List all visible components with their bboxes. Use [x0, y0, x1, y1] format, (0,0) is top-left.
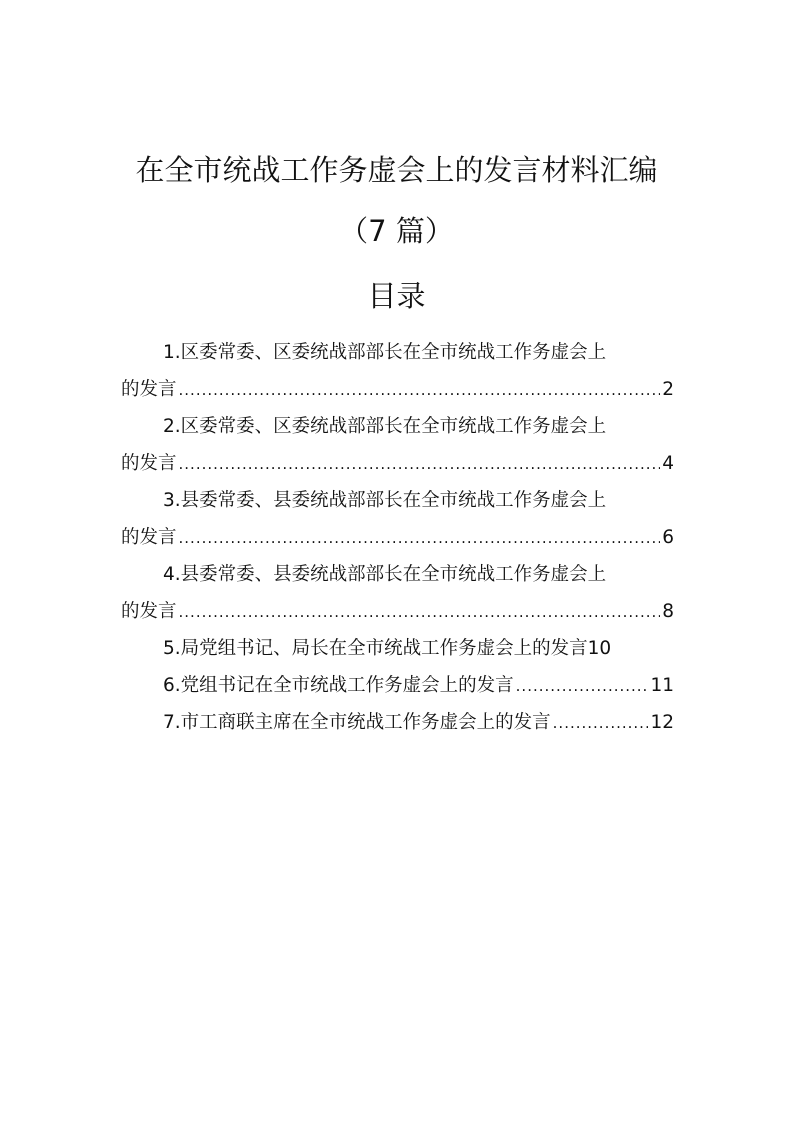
toc-page-number: 12: [650, 712, 674, 733]
toc-entry[interactable]: [121, 704, 674, 741]
dot-leader: [179, 446, 661, 483]
document-subtitle: （7 篇）: [339, 214, 454, 248]
toc-page-number: 4: [662, 453, 674, 474]
dot-leader: [179, 594, 661, 631]
toc-entry-title: 4.县委常委、县委统战部部长在全市统战工作务虚会上: [163, 564, 607, 585]
toc-entry-title: 1.区委常委、区委统战部部长在全市统战工作务虚会上: [163, 342, 607, 363]
dot-leader: [516, 668, 649, 705]
toc-entry[interactable]: [121, 556, 674, 630]
toc-entry[interactable]: [121, 630, 674, 667]
toc-entry[interactable]: [121, 667, 674, 704]
toc-heading: 目录: [367, 279, 426, 313]
toc-entry[interactable]: [121, 482, 674, 556]
toc-page-number: 8: [662, 601, 674, 622]
toc-entry-title-cont: 的发言: [121, 453, 177, 474]
toc-entry-title: 6.党组书记在全市统战工作务虚会上的发言: [163, 675, 514, 696]
dot-leader: [179, 520, 661, 557]
toc-page-number: 11: [650, 675, 674, 696]
toc-entry-title-cont: 的发言: [121, 601, 177, 622]
document-title: 在全市统战工作务虚会上的发言材料汇编: [135, 153, 658, 187]
table-of-contents: [121, 334, 674, 741]
toc-entry-title: 3.县委常委、县委统战部部长在全市统战工作务虚会上: [163, 490, 607, 511]
toc-entry-title-cont: 的发言: [121, 527, 177, 548]
dot-leader: [179, 372, 661, 409]
dot-leader: [553, 705, 649, 742]
toc-page-number: 6: [662, 527, 674, 548]
toc-page-number: 2: [662, 379, 674, 400]
toc-entry[interactable]: [121, 334, 674, 408]
toc-entry-title: 2.区委常委、区委统战部部长在全市统战工作务虚会上: [163, 416, 607, 437]
toc-entry-title: 7.市工商联主席在全市统战工作务虚会上的发言: [163, 712, 551, 733]
toc-entry-title-cont: 的发言: [121, 379, 177, 400]
toc-entry-title: 5.局党组书记、局长在全市统战工作务虚会上的发言: [163, 638, 588, 659]
toc-entry[interactable]: [121, 408, 674, 482]
toc-page-number: 10: [587, 638, 612, 659]
